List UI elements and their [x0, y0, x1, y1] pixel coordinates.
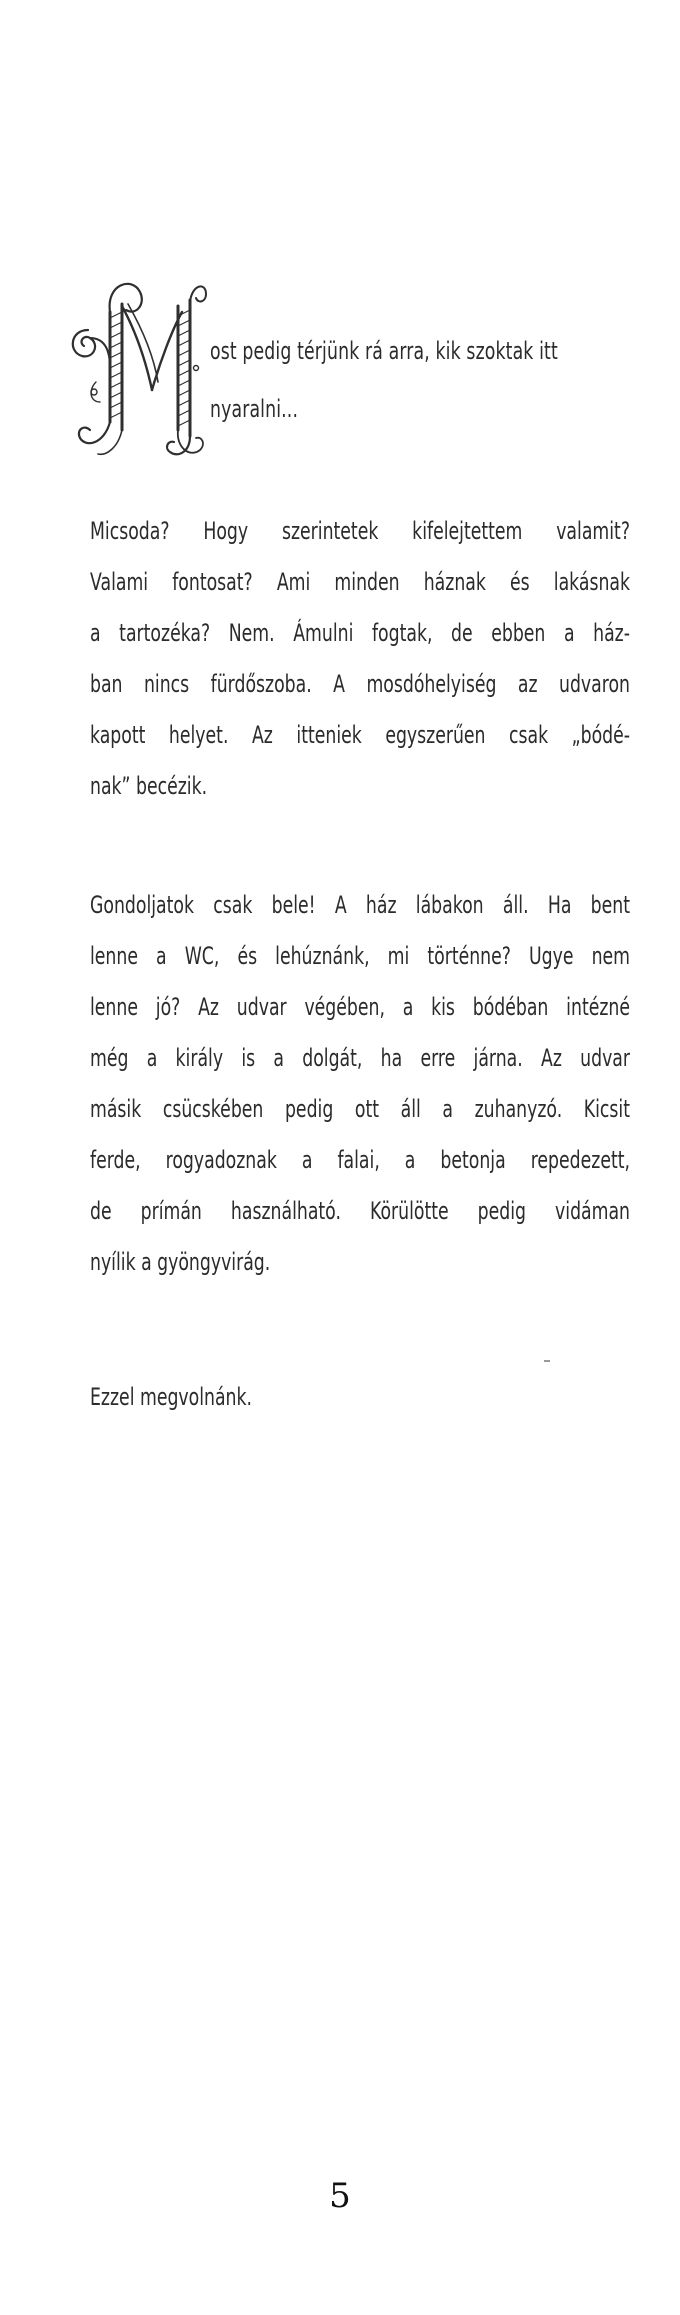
paragraph-line: Ezzel megvolnánk. — [90, 1383, 253, 1411]
page-number: 5 — [329, 2176, 351, 2216]
paragraph-line: Valami fontosat? Ami minden háznak és lakásnak — [90, 568, 630, 596]
paragraph-line: ban nincs fürdőszoba. A mosdóhelyiség az udvaron — [90, 670, 630, 698]
paragraph-line: nyílik a gyöngyvirág. — [90, 1248, 271, 1276]
paragraph-3 — [90, 1372, 630, 1423]
paragraph-line: Micsoda? Hogy szerintetek kifelejtettem valamit? — [90, 517, 630, 545]
paragraph-line: a tartozéka? Nem. Ámulni fogtak, de ebben a ház- — [90, 619, 630, 647]
paragraph-line: Gondoljatok csak bele! A ház lábakon áll. Ha bent — [90, 891, 630, 919]
paragraph-line: még a király is a dolgát, ha erre járna. Az udvar — [90, 1044, 630, 1072]
intro-line-1: ost pedig térjünk rá arra, kik szoktak itt — [210, 337, 558, 365]
paragraph-line: lenne jó? Az udvar végében, a kis bódéban intézné — [90, 993, 630, 1021]
paragraph-line: de prímán használható. Körülötte pedig vidáman — [90, 1197, 630, 1225]
paragraph-line: kapott helyet. Az itteniek egyszerűen csak „bódé- — [90, 721, 630, 749]
paragraph-line: nak” becézik. — [90, 772, 208, 800]
scan-speck — [544, 1360, 550, 1362]
paragraph-line: lenne a WC, és lehúznánk, mi történne? Ugye nem — [90, 942, 630, 970]
ornamental-drop-cap-m — [66, 272, 208, 462]
paragraph-2 — [90, 880, 630, 1288]
paragraph-line: ferde, rogyadoznak a falai, a betonja repedezett, — [90, 1146, 630, 1174]
paragraph-1 — [90, 506, 630, 812]
paragraph-line: másik csücskében pedig ott áll a zuhanyzó. Kicsit — [90, 1095, 630, 1123]
intro-line-2: nyaralni... — [210, 395, 299, 423]
